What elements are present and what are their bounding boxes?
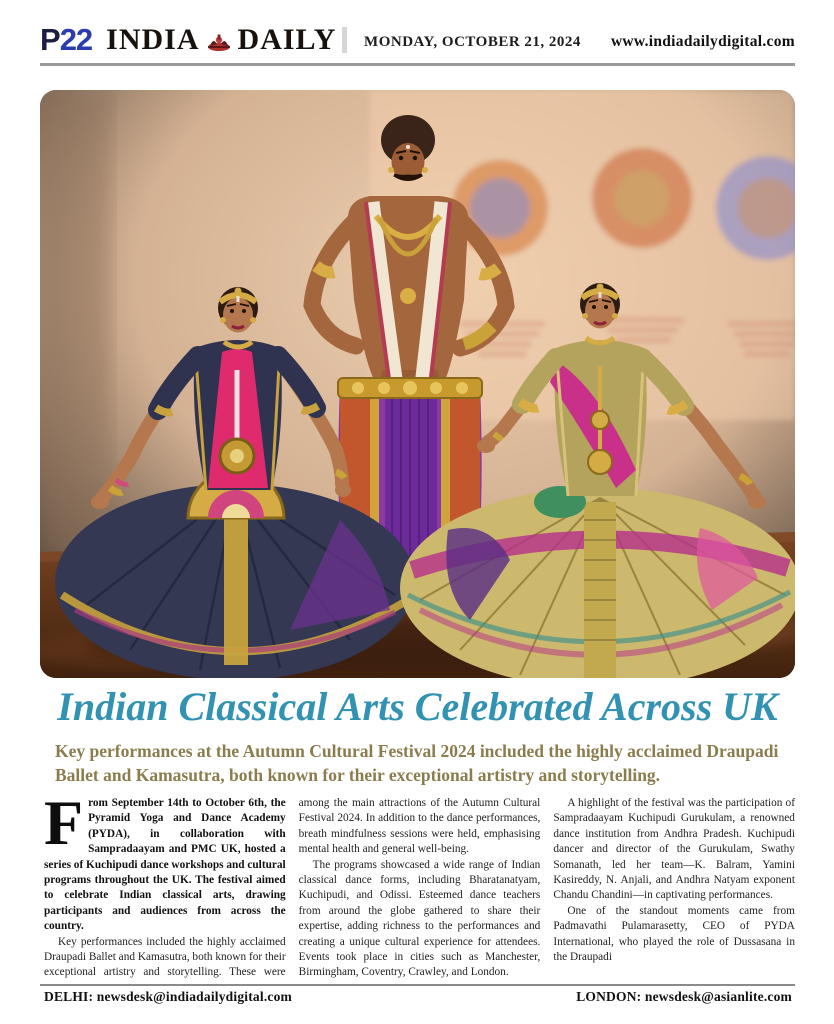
website-link[interactable]: www.indiadailydigital.com [610, 33, 795, 50]
article-headline: Indian Classical Arts Celebrated Across UK [57, 684, 778, 729]
issue-date: MONDAY, OCTOBER 21, 2024 [364, 34, 581, 50]
body-paragraph: The programs showcased a wide range of Indian classical dance forms, including Bharatanatyam, Kuchipudi, and Odissi. Esteemed dance teachers from around the globe gathered to share their expertise, adding richness to the performances and creating a unique cultural experience for attendees. Events took place in cities such as Manchester, Birmingham, Coventry, Crawley, and London. [298, 858, 541, 979]
article-photo [40, 90, 795, 678]
lead-paragraph [44, 796, 286, 935]
body-paragraph: Key performances included the highly acclaimed Draupadi Ballet and Kamasutra, both known for their exceptional artistry and storytelling. These were among the main attractions of the Autumn Cultural Festival 2024. In addition to the dance performances, breath mindfulness sessions were held, emphasising mental health and general well-being. [44, 797, 541, 979]
page-footer [44, 989, 792, 1005]
footer-london-email[interactable]: LONDON: newsdesk@asianlite.com [576, 989, 792, 1004]
drop-cap: F [44, 796, 84, 858]
lead-paragraph-text: rom September 14th to October 6th, the Pyramid Yoga and Dance Academy (PYDA), in collaboration with Sampradaayam and PMC UK, hosted a series of Kuchipudi dance workshops and cultural programs throughout the UK. The festival aimed to celebrate Indian classical arts, drawing participants and audiences from across the country. [44, 797, 286, 933]
page-header [40, 24, 795, 55]
masthead-daily: DAILY [237, 23, 337, 56]
article-subhead: Key performances at the Autumn Cultural Festival 2024 included the highly acclaimed Draupadi Ballet and Kamasutra, both known for their exceptional artistry and storytelling. [55, 741, 779, 785]
masthead-divider [342, 27, 347, 53]
body-paragraph: A highlight of the festival was the participation of Sampradaayam Kuchipudi Gurukulam, a renowned dance institution from Andhra Pradesh. Kuchipudi dancer and director of the Gurukulam, Swathy Somanath, led her team—K. Balram, Yamini Kasireddy, N. Anjali, and Andhra Natyam exponent Chandu Chandini—in captivating performances. [553, 797, 795, 902]
article-body [44, 796, 795, 982]
masthead-crest-icon [204, 29, 234, 51]
body-paragraph: One of the standout moments came from Padmavathi Pulamarasetty, CEO of PYDA International, who played the role of Dussasana in the Draupadi [553, 904, 795, 964]
footer-delhi-email[interactable]: DELHI: newsdesk@indiadailydigital.com [44, 989, 293, 1004]
masthead-india: INDIA [106, 23, 200, 56]
masthead [106, 25, 347, 55]
footer-rule [40, 984, 795, 986]
dancers-illustration [40, 90, 795, 678]
page-number-value: 22 [59, 22, 93, 57]
page-number [40, 24, 92, 55]
page-number-prefix: P [40, 22, 60, 57]
header-rule [40, 63, 795, 66]
